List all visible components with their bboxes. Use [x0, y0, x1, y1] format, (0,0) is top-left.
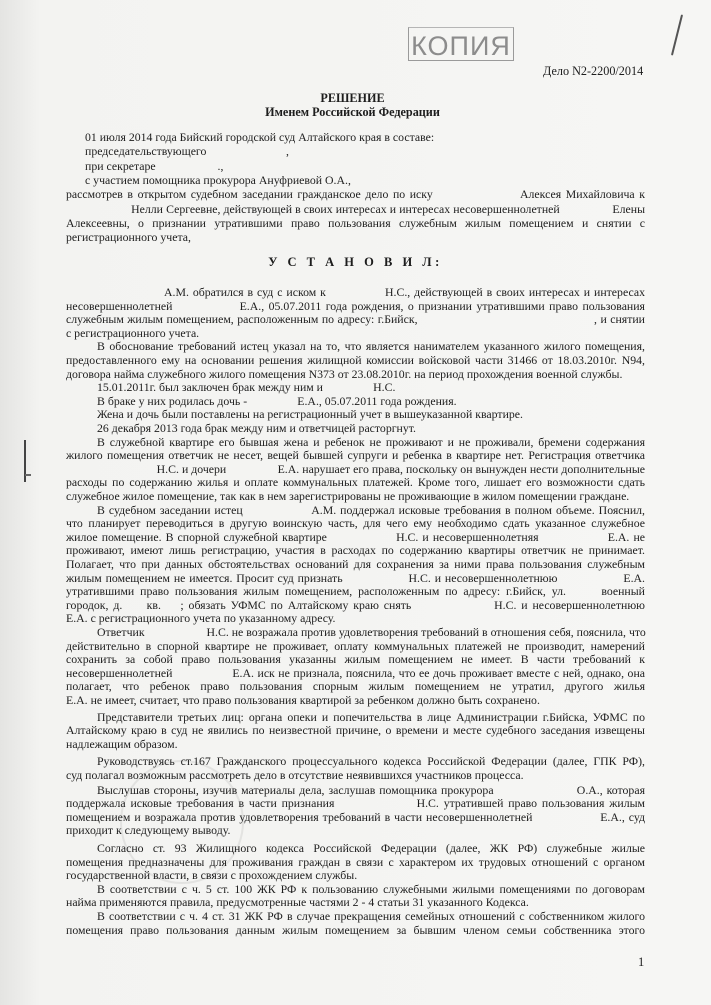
document-line: с участием помощника прокурора Ануфриевой О.А., — [85, 172, 351, 187]
document-line: Алтайскому краю в суд не явились по неизвестной причине, о времени и месте судебного заседания извещены — [66, 723, 645, 738]
document-line: Е.А. не имеет, считает, что право пользования квартирой за ребенком должно быть сохранено. — [66, 693, 540, 707]
document-line: помещения предназначены для проживания граждан в связи с характером их трудовых отношений с органом — [66, 854, 645, 869]
document-line: В браке у них родилась дочь - Е.А., 05.07.2011 года рождения. — [97, 393, 457, 408]
document-line: Согласно ст. 93 Жилищного кодекса Российской Федерации (далее, ЖК РФ) служебные жилые — [97, 841, 645, 855]
document-line: служебным жилым помещением, расположенным по адресу: г.Бийск, , и снятии — [66, 312, 645, 327]
document-line: расходы по содержанию жилья и оплате коммунальных платежей. Кроме того, лишает его возможности сдать — [66, 475, 645, 490]
document-line: В обоснование требований истец указал на то, что является нанимателем указанного жилого помещения, — [97, 339, 645, 354]
document-line: Жена и дочь были поставлены на регистрационный учет в вышеуказанной квартире. — [97, 407, 523, 422]
document-line: найма применяются правила, предусмотренные частями 2 - 4 статьи 31 указанного Кодекса. — [66, 895, 529, 910]
document-line: помещения право пользования данным жилым помещением за бывшим членом семьи собственника этого — [66, 922, 645, 937]
document-line: при секретаре ., — [85, 158, 224, 173]
document-line: Полагает, что при данных обстоятельствах оснований для сохранения за ними права пользования служебным — [66, 557, 645, 571]
document-line: 15.01.2011г. был заключен брак между ним и Н.С. — [97, 380, 396, 395]
document-line: рассмотрев в открытом судебном заседании гражданское дело по иску Алексея Михайловича к — [66, 187, 645, 202]
document-line: предоставленного ему на основании решения жилищной комиссии войсковой части 31466 от 18.03.2010г. N94, — [66, 353, 645, 367]
document-line: Ответчик Н.С. не возражала против удовлетворения требований в отношения себя, пояснила, что — [97, 625, 646, 639]
document-line: Нелли Сергеевне, действующей в своих интересах и интересах несовершеннолетней Елены — [66, 201, 645, 216]
document-line: сохранить за собой право пользования указанны жилым помещением не имеет. В части требований к — [66, 652, 645, 667]
document-line: помещением и возражала против удовлетворения требований в части несовершеннолетней Е.А., суд — [66, 809, 645, 824]
document-line: жилое помещение. В спорной служебной квартире Н.С. и несовершеннолетняя Е.А. не — [66, 529, 645, 544]
document-line: председательствующего , — [85, 144, 289, 159]
document-line: несовершеннолетней Е.А. иск не признала, пояснила, что ее дочь проживает вместе с ней, однако, она — [66, 665, 645, 680]
document-line: городок, д. кв. ; обязать УФМС по Алтайскому краю снять Н.С. и несовершеннолетнюю — [66, 597, 645, 612]
document-line: В соответствии с ч. 5 ст. 100 ЖК РФ к пользованию служебными жилыми помещениями по договорам — [97, 881, 645, 896]
margin-pen-mark-tick — [25, 474, 31, 476]
document-line: Руководствуясь ст.167 Гражданского процессуального кодекса Российской Федерации (далее, ГПК РФ), — [97, 754, 645, 769]
document-subtitle: Именем Российской Федерации — [265, 105, 440, 119]
document-line: надлежащим образом. — [66, 736, 178, 751]
case-number: Дело N2-2200/2014 — [543, 64, 644, 78]
document-line: что планирует переводиться в другую воинскую часть, для чего ему необходимо сдать указанное служебное — [66, 516, 645, 531]
document-line: Алексеевны, о признании утратившими право пользования служебным жилым помещением и снятии с — [66, 215, 645, 230]
document-line: с регистрационного учета. — [66, 325, 200, 340]
document-line: В судебном заседании истец А.М. поддержал исковые требования в полном объеме. Пояснил, — [97, 502, 645, 517]
document-line: 26 декабря 2013 года брак между ним и ответчицей расторгнут. — [97, 421, 416, 435]
document-line: жилого помещения ответчик не несет, вещей бывшей супруги и ребенка в квартире нет. Регистрация ответчика — [66, 448, 645, 463]
section-heading-established: У С Т А Н О В И Л: — [268, 255, 443, 269]
handwritten-page-mark — [671, 14, 683, 55]
copy-stamp: КОПИЯ — [408, 27, 514, 61]
document-line: договора найма служебного жилого помещения N373 от 23.08.2010г. на период прохождения военной службы. — [66, 366, 623, 381]
document-line: полагает, что ребенок право пользования спорным жилым помещением не утратил, другого жилья — [66, 679, 645, 694]
document-line: действительно в спорной квартире не проживает, оплату коммунальных платежей не производит, намерений — [66, 638, 645, 653]
document-line: Е.А. с регистрационного учета по указанному адресу. — [66, 611, 336, 626]
document-line: В соответствии с ч. 4 ст. 31 ЖК РФ в случае прекращения семейных отношений с собственником жилого — [97, 909, 645, 923]
document-line: А.М. обратился в суд с иском к Н.С., действующей в своих интересах и интересах — [97, 285, 645, 299]
document-line: утратившими право пользования жилым помещением, расположенным по адресу: г.Бийск, ул. военный — [66, 584, 645, 599]
document-line: поддержала исковые требования в части признания Н.С. утратившей право пользования жилым — [66, 796, 645, 811]
document-line: Н.С. и дочери Е.А. нарушает его права, поскольку он вынужден нести дополнительные — [66, 461, 645, 476]
document-line: Выслушав стороны, изучив материалы дела, заслушав помощника прокурора О.А., которая — [97, 782, 645, 797]
document-line: несовершеннолетней Е.А., 05.07.2011 года рождения, о признании утратившими право пользования — [66, 298, 645, 313]
document-line: суд полагал возможным рассмотреть дело в отсутствие неявившихся участников процесса. — [66, 768, 524, 782]
document-line: проживают, имеют лишь регистрацию, участия в расходах по содержанию квартиры ответчик не принимает. — [66, 543, 645, 558]
document-line: жилым помещением не имеется. Просит суд признать Н.С. и несовершеннолетнюю Е.А. — [66, 570, 645, 585]
document-line: государственной власти, в связи с прохождением службы. — [66, 868, 358, 883]
document-line: приходит к следующему выводу. — [66, 823, 231, 838]
document-title: РЕШЕНИЕ — [320, 91, 385, 105]
document-line: регистрационного учета, — [66, 230, 191, 245]
document-line: Представители третьих лиц: органа опеки и попечительства в лице Администрации г.Бийска, УФМС по — [97, 709, 645, 724]
margin-pen-mark — [24, 440, 26, 482]
page-number: 1 — [638, 955, 645, 969]
document-line: 01 июля 2014 года Бийский городской суд Алтайского края в составе: — [85, 130, 435, 144]
document-line: служебное жилое помещение, так как в нем зарегистрированы не проживающие в жилом помещении граждане. — [66, 489, 630, 503]
document-line: В служебной квартире его бывшая жена и ребенок не проживают и не проживали, бремени содержания — [97, 434, 645, 449]
